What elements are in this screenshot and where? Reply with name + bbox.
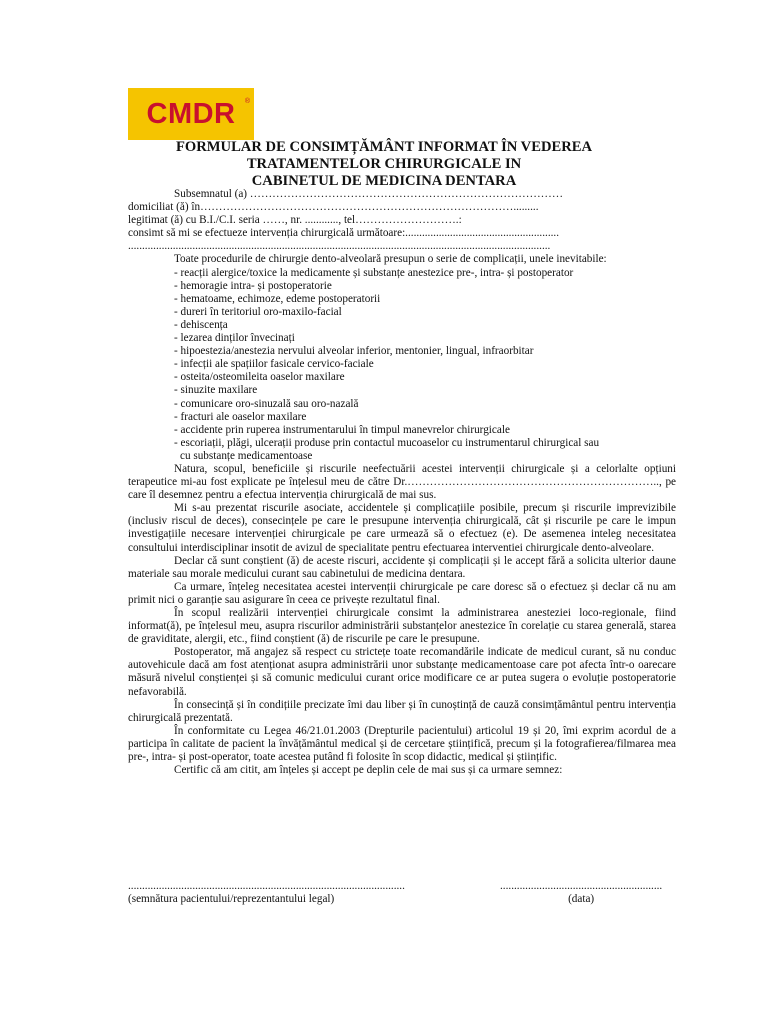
form-body	[128, 188, 676, 777]
paragraph-explanation: Natura, scopul, beneficiile și riscurile neefectuării acestei intervenții chirurgicale și a celorlalte opțiuni terapeutice mi-au fost explicate pe înțelesul meu de către Dr.………………………………………………………….., pe care îl desemnez pentru a efectua intervenția chirurgicală de mai sus.	[128, 462, 676, 502]
intervention-line: consimt să mi se efectueze intervenția chirurgicală următoare:.......................................................	[128, 227, 560, 240]
list-item: - accidente prin ruperea instrumentarului în timpul manevrelor chirurgicale	[174, 423, 510, 436]
paragraph-no-guarantee: Ca urmare, înțeleg necesitatea acestei intervenții chirurgicale pe care doresc să o efectuez și declar că nu am primit nici o garanție sau asigurare în ceea ce privește rezultatul final.	[128, 580, 676, 606]
logo-text: CMDR	[146, 97, 236, 130]
title-line-3: CABINETUL DE MEDICINA DENTARA	[251, 172, 517, 189]
complications-intro: Toate procedurile de chirurgie dento-alveolară presupun o serie de complicații, unele inevitabile:	[174, 253, 607, 266]
list-item: - osteita/osteomileita oaselor maxilare	[174, 371, 345, 384]
title-line-2: TRATAMENTELOR CHIRURGICALE IN	[246, 155, 522, 172]
patient-name-line: Subsemnatul (a) …………………………………………………………………………	[174, 188, 564, 200]
list-item: - dureri în teritoriul oro-maxilo-facial	[174, 305, 342, 318]
title-line-1: FORMULAR DE CONSIMȚĂMÂNT INFORMAT ÎN VEDEREA	[175, 139, 593, 155]
list-item: - comunicare oro-sinuzală sau oro-nazală	[174, 397, 359, 410]
paragraph-postoperative: Postoperator, mă angajez să respect cu strictețe toate recomandările indicate de medicul curant, să nu conduc autovehicule dacă am fost atenționat asupra administrării unor substanțe medicamentoase care pot afecta într-o oarecare măsură nivelul conștienței și să comunic medicului curant orice modificare ce ar putea sugera o evoluție postoperatorie nefavorabilă.	[128, 646, 676, 698]
list-item: - sinuzite maxilare	[174, 384, 258, 397]
paragraph-risks: Mi s-au prezentat riscurile asociate, accidentele și complicațiile posibile, precum și riscurile imprevizibile (inclusiv riscul de deces), consecințele pe care le presupune intervenția chirurgicală, cât și riscurile pe care le impun investigațiile necesare intervenției chirurgicale pe care urmează să o efectuez (e). De asemenea inteleg necesitatea consultului interdisciplinar insotit de avizul de specialitate pentru efectuarea interventiei chirurgicale dento-alveolare.	[128, 502, 676, 554]
intervention-continuation-line: .......................................................................................................................................................	[128, 240, 551, 253]
paragraph-consent: În consecință și în condițiile precizate îmi dau liber și în cunoștință de cauză consimțământul pentru intervenția chirurgicală prezentată.	[128, 698, 676, 724]
paragraph-anesthesia: În scopul realizării intervenției chirurgicale consimt la administrarea anesteziei loco-regionale, fiind informat(ă), pe înțelesul meu, asupra riscurilor administrării substanțelor anestezice în corelație cu starea generală, starea de graviditate, alergii, etc., fiind conștient (ă) de riscurile pe care le presupune.	[128, 607, 676, 646]
address-line: domiciliat (ă) în………………………………………………………………………….........	[128, 201, 539, 214]
paragraph-certify: Certific că am citit, am înțeles și accept pe deplin cele de mai sus și ca urmare semnez:	[174, 764, 563, 777]
date-block	[500, 880, 662, 906]
complications-list	[128, 267, 676, 463]
paragraph-declaration: Declar că sunt conștient (ă) de aceste riscuri, accidente și complicații și le accept fără a solicita ulterior daune materiale sau morale medicului curant sau cabinetului de medicina dentara.	[128, 554, 676, 580]
list-item: - hipoestezia/anestezia nervului alveolar inferior, mentonier, lingual, infraorbitar	[174, 345, 534, 358]
list-item: - infecții ale spațiilor fasicale cervico-faciale	[174, 358, 374, 371]
form-title	[100, 139, 668, 189]
date-label: (data)	[568, 893, 595, 905]
list-item: - dehiscența	[174, 318, 228, 331]
patient-signature-label: (semnătura pacientului/reprezentantului legal)	[128, 893, 335, 905]
date-line: ..........................................................	[500, 880, 663, 892]
id-document-line: legitimat (ă) cu B.I./C.I. seria ……, nr. ............, tel……………………….:	[128, 214, 462, 227]
paragraph-law: În conformitate cu Legea 46/21.01.2003 (Drepturile pacientului) articolul 19 și 20, îmi exprim acordul de a participa în calitate de pacient la învățământul medical și de cercetare științifică, precum și la fotografierea/filmarea mea pre-, intra- și post-operator, toate acestea putând fi folosite în scop didactic, medical și științific.	[128, 724, 676, 764]
list-item: - escoriații, plăgi, ulcerații produse prin contactul mucoaselor cu instrumentarul chirurgical sau	[174, 436, 600, 449]
logo-registered-mark: ®	[244, 98, 250, 105]
list-item: - hemoragie intra- și postoperatorie	[174, 279, 332, 292]
list-item: - reacții alergice/toxice la medicamente și substanțe anestezice pre-, intra- și postoperator	[174, 266, 574, 279]
patient-signature-block	[128, 880, 405, 906]
list-item: - fracturi ale oaselor maxilare	[174, 410, 307, 423]
list-item-continuation: cu substanțe medicamentoase	[180, 449, 313, 462]
list-item: - lezarea dinților învecinați	[174, 332, 295, 345]
cmdr-logo	[128, 88, 254, 140]
patient-signature-line: ...................................................................................................	[128, 880, 405, 892]
list-item: - hematoame, echimoze, edeme postoperatorii	[174, 292, 381, 305]
